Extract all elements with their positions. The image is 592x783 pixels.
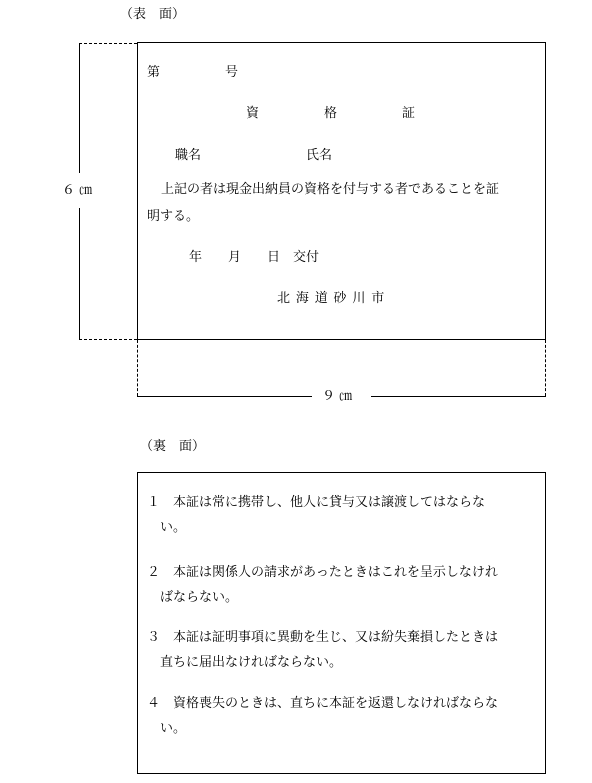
issue-date-line: 年 月 日 交付 bbox=[189, 250, 320, 265]
width-dimension-line-right bbox=[371, 396, 546, 397]
height-guide-top bbox=[79, 43, 137, 44]
certification-statement-line2: 明する。 bbox=[147, 209, 200, 224]
clause-number: ４ bbox=[147, 696, 161, 711]
clause-text-continued: い。 bbox=[160, 721, 187, 737]
card-title: 資 格 証 bbox=[246, 106, 416, 121]
certification-statement-line1: 上記の者は現金出納員の資格を付与する者であることを証 bbox=[161, 182, 500, 197]
clause-4 bbox=[147, 691, 547, 742]
clause-number: １ bbox=[147, 495, 161, 510]
name-label: 氏名 bbox=[306, 148, 333, 163]
clause-3 bbox=[147, 625, 547, 676]
clause-text-continued: い。 bbox=[160, 520, 187, 536]
clause-text: 本証は常に携帯し、他人に貸与又は譲渡してはならな bbox=[173, 495, 486, 510]
front-heading: （表 面） bbox=[120, 7, 186, 22]
job-title-label: 職名 bbox=[175, 148, 202, 163]
clause-number: ２ bbox=[147, 565, 161, 580]
height-guide-bottom bbox=[79, 339, 137, 340]
card-number-label: 第 号 bbox=[147, 65, 239, 80]
width-guide-right bbox=[545, 340, 546, 396]
width-dimension-line-left bbox=[137, 396, 312, 397]
width-guide-left bbox=[137, 340, 138, 396]
clause-text-continued: ばならない。 bbox=[160, 590, 239, 606]
clause-text: 資格喪失のときは、直ちに本証を返還しなければならな bbox=[173, 696, 499, 711]
clause-text: 本証は関係人の請求があったときはこれを呈示しなけれ bbox=[173, 565, 498, 580]
height-dimension-line-lower bbox=[79, 208, 80, 339]
issuer-name: 北海道砂川市 bbox=[277, 291, 391, 306]
clause-text-continued: 直ちに届出なければならない。 bbox=[160, 655, 343, 671]
clause-number: ３ bbox=[147, 630, 161, 645]
height-dimension-line-upper bbox=[79, 43, 80, 173]
clause-1 bbox=[147, 490, 547, 541]
back-heading: （裏 面） bbox=[140, 439, 206, 454]
clause-2 bbox=[147, 560, 547, 611]
clause-text: 本証は証明事項に異動を生じ、又は紛失棄損したときは bbox=[173, 630, 499, 645]
width-label: ９ ㎝ bbox=[322, 389, 353, 404]
height-label: ６ ㎝ bbox=[62, 183, 93, 198]
